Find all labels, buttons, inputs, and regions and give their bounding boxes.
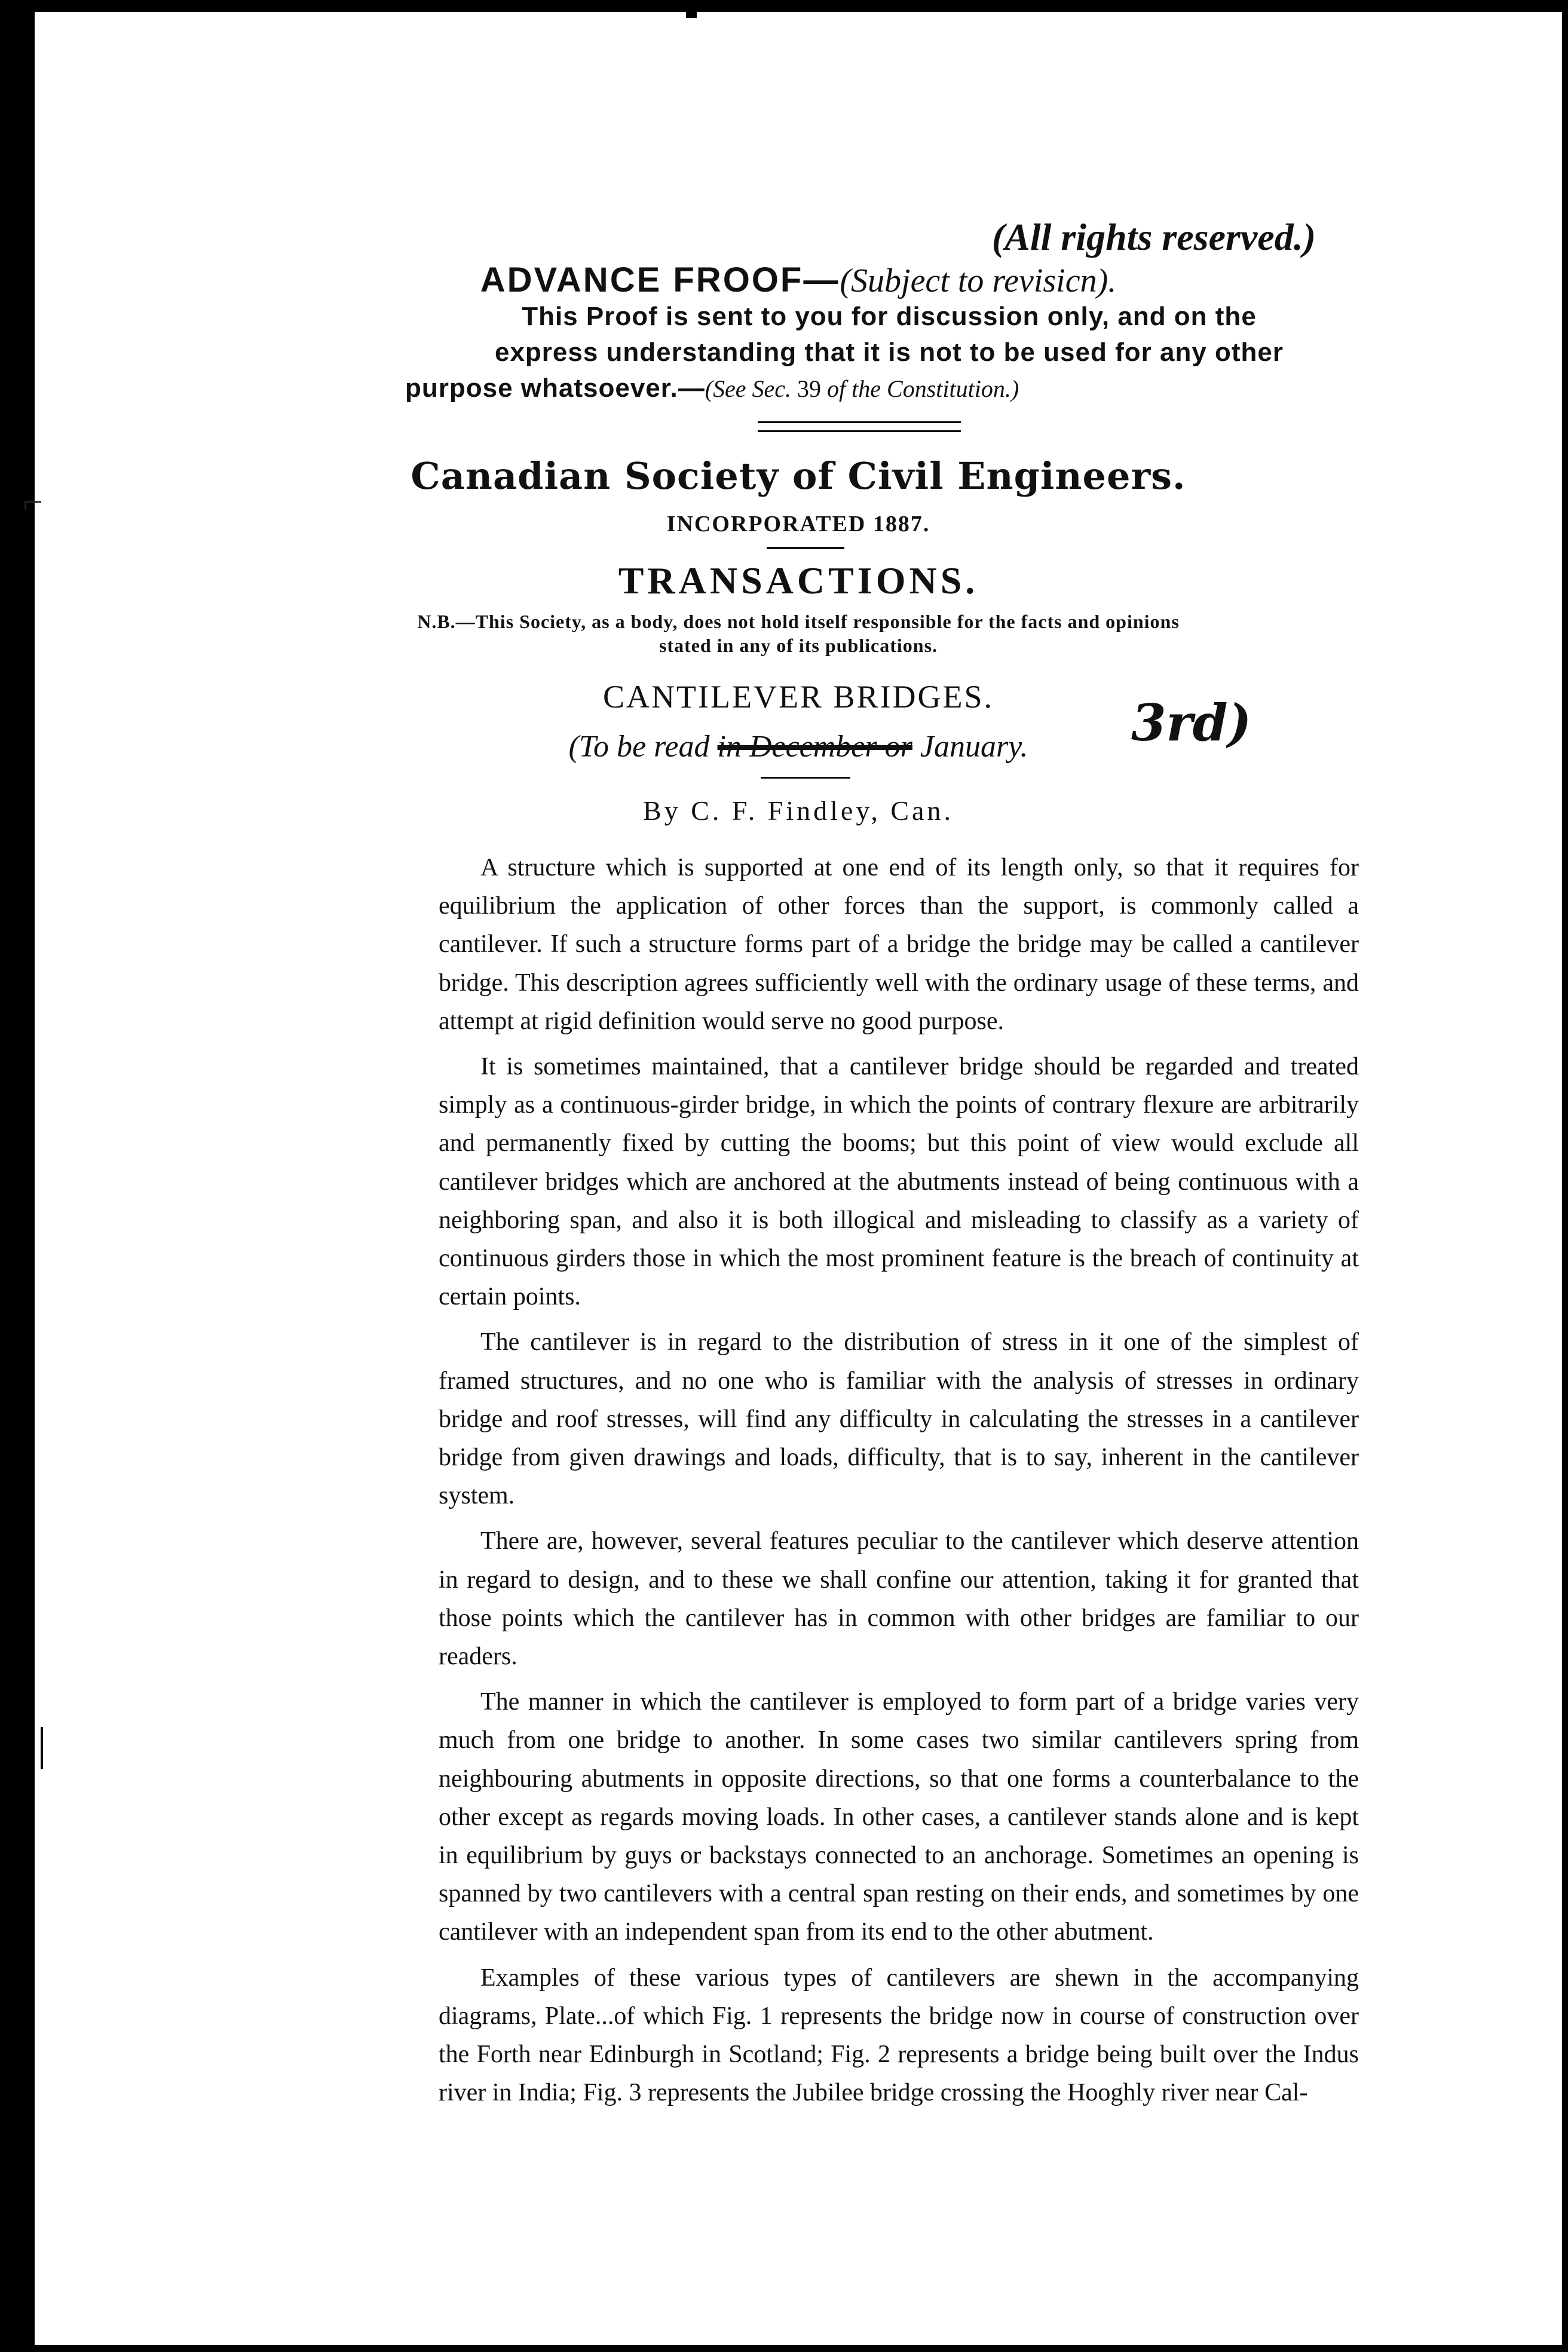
- proof-notice: [405, 299, 1373, 407]
- notice-line-2: express understanding that it is not to be used for any other: [494, 338, 1284, 367]
- incorporated-line: INCORPORATED 1887.: [666, 512, 930, 537]
- paragraph: There are, however, several features peculiar to the cantilever which deserve attention in regard to design, and to these we shall confine our attention, taking it for granted that those points which the cantilever has in common with other bridges are familiar to our readers.: [439, 1527, 1359, 1671]
- rights-reserved-note: (All rights reserved.): [991, 216, 1316, 258]
- paper-title: CANTILEVER BRIDGES.: [603, 679, 994, 715]
- advance-proof-subtitle: (Subject to revisicn).: [840, 262, 1117, 299]
- double-rule-divider: [758, 421, 961, 432]
- notice-line-1: This Proof is sent to you for discussion only, and on the: [522, 302, 1257, 331]
- paragraph: It is sometimes maintained, that a cantilever bridge should be regarded and treated simply as a continuous-girder bridge, in which the points of contrary flexure are arbitrarily and permanently fixed by cutting the booms; but this point of view would exclude all cantilever bridges which are anchored at the abutments instead of being continuous with a neighboring span, and also it is both illogical and misleading to classify as a variety of continuous girders those in which the most prominent feature is the breach of continuity at certain points.: [439, 1053, 1359, 1311]
- reading-date-line: (To be read in December or January.: [568, 730, 1028, 764]
- advance-proof-heading: [35, 260, 1562, 300]
- transactions-heading: TRANSACTIONS.: [618, 559, 979, 602]
- rule-divider-1: [767, 547, 844, 549]
- article-body: [439, 849, 1359, 2120]
- document-page: [23, 12, 1562, 2345]
- handwritten-annotation: 3rd): [1131, 693, 1252, 752]
- society-name: Canadian Society of Civil Engineers.: [411, 454, 1186, 498]
- struck-text: in December or: [717, 730, 912, 764]
- margin-mark-left: ⌐: [23, 482, 43, 522]
- rule-divider-2: [761, 777, 850, 779]
- notice-line-3: purpose whatsoever.—: [405, 373, 705, 403]
- nb-disclaimer: [35, 610, 1562, 657]
- advance-proof-title: ADVANCE FROOF—: [480, 261, 840, 299]
- nb-line-1: N.B.—This Society, as a body, does not hold itself responsible for the facts and opinions: [417, 611, 1180, 632]
- paragraph: A structure which is supported at one end of its length only, so that it requires for equilibrium the application of other forces than the support, is commonly called a cantilever. If such a structure forms part of a bridge the bridge may be called a cantilever bridge. This description agrees sufficiently well with the ordinary usage of these terms, and attempt at rigid definition would serve no good purpose.: [439, 854, 1359, 1035]
- constitution-reference: (See Sec. 39 of the Constitution.): [705, 375, 1019, 402]
- paragraph: The manner in which the cantilever is employed to form part of a bridge varies very much from one bridge to another. In some cases two similar cantilevers spring from neighbouring abutments in opposite directions, so that one forms a counterbalance to the other except as regards moving loads. In other cases, a cantilever stands alone and is kept in equilibrium by guys or backstays connected to an anchorage. Sometimes an opening is spanned by two cantilevers with a central span resting on their ends, and sometimes by one cantilever with an independent span from its end to the other abutment.: [439, 1688, 1359, 1946]
- margin-line-left: [41, 1727, 43, 1769]
- paragraph: The cantilever is in regard to the distribution of stress in it one of the simplest of framed structures, and no one who is familiar with the analysis of stresses in ordinary bridge and roof stresses, will find any difficulty in calculating the stresses in a cantilever bridge from given drawings and loads, difficulty, that is to say, inherent in the cantilever system.: [439, 1328, 1359, 1510]
- nb-line-2: stated in any of its publications.: [659, 635, 938, 656]
- paragraph: Examples of these various types of cantilevers are shewn in the accompanying diagrams, Plate...of which Fig. 1 represents the bridge now in course of construction over the Forth near Edinburgh in Scotland; Fig. 2 represents a bridge being built over the Indus river in India; Fig. 3 represents the Jubilee bridge crossing the Hooghly river near Cal-: [439, 1964, 1359, 2107]
- scan-mark-top: [686, 0, 697, 18]
- author-byline: By C. F. Findley, Can.: [643, 795, 954, 826]
